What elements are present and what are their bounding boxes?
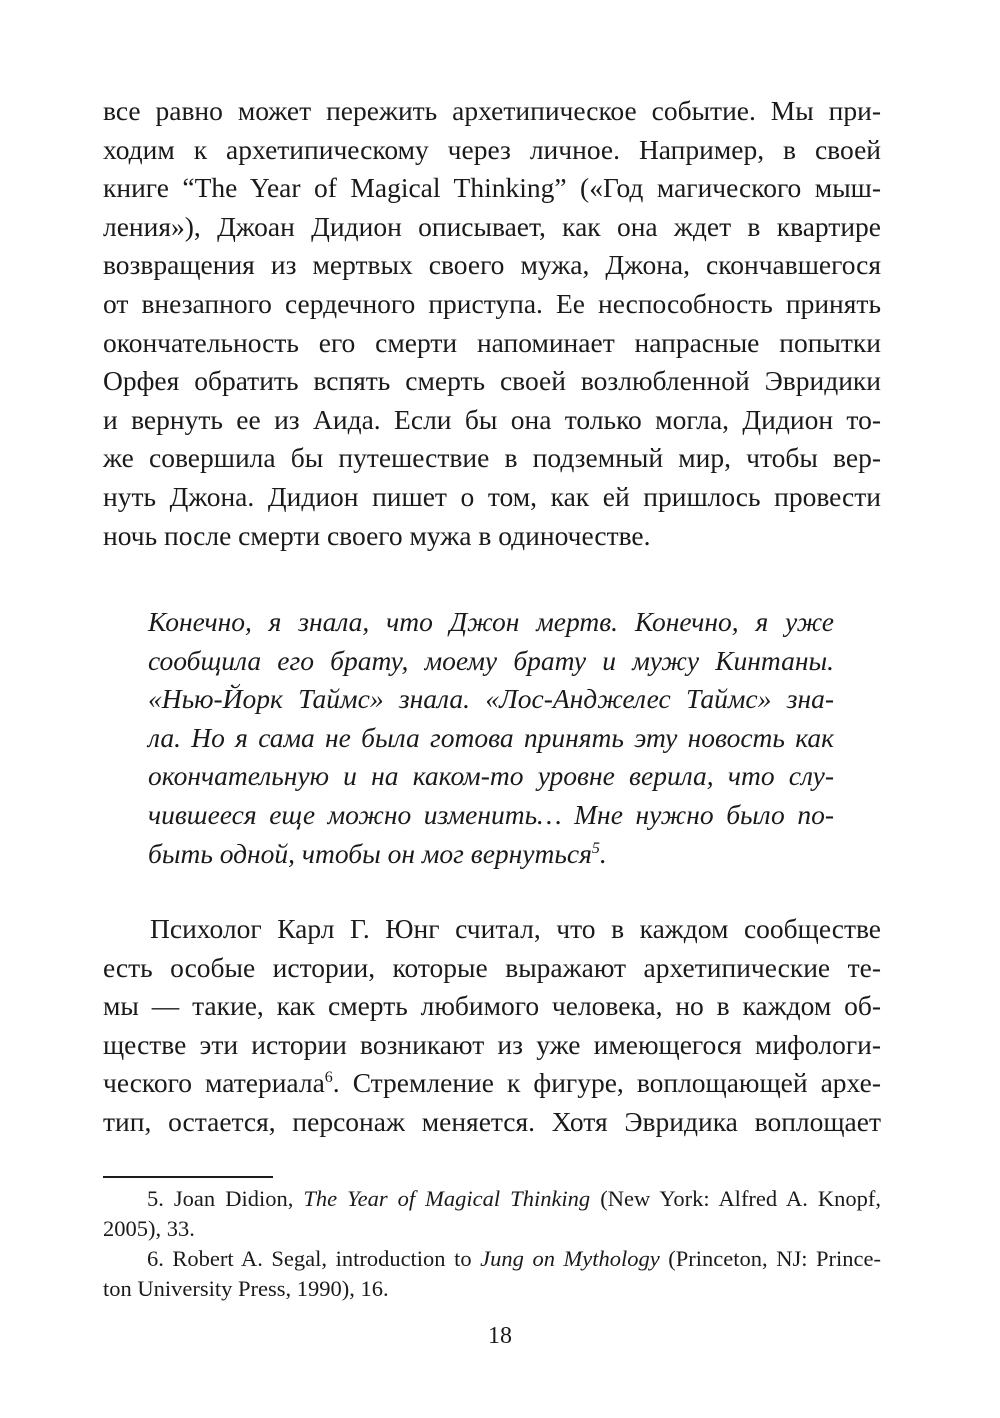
paragraph-line: есть особые истории, которые выражают архетипические те- — [103, 951, 881, 983]
footnote-5-title: The Year of Magical Thinking — [303, 1186, 591, 1211]
block-quote — [148, 603, 834, 873]
paragraph-line: ления»), Джоан Дидион описывает, как она ждет в квартире — [103, 210, 881, 242]
paragraph-line: ночь после смерти своего мужа в одиночестве. — [103, 519, 651, 551]
footnote-6-suffix: (Princeton, NJ: Prince- — [659, 1246, 881, 1271]
footnote-ref-6[interactable]: 6 — [324, 1069, 333, 1087]
paragraph-line: ходим к архетипическому через личное. Например, в своей — [103, 133, 881, 165]
footnote-5-prefix: 5. Joan Didion, — [147, 1186, 304, 1211]
footnote-divider — [103, 1176, 273, 1178]
paragraph-line: возвращения из мертвых своего мужа, Джона, скончавшегося — [103, 249, 881, 281]
footnote-6 — [103, 1244, 881, 1274]
paragraph-line: Психолог Карл Г. Юнг считал, что в каждом сообществе — [150, 913, 881, 944]
footnote-ref-5[interactable]: 5 — [591, 839, 600, 857]
quote-line: «Нью-Йорк Таймс» знала. «Лос-Анджелес Таймс» зна- — [148, 683, 834, 715]
quote-line: ла. Но я сама не была готова принять эту новость как — [148, 721, 834, 753]
footnote-6-continuation: ton University Press, 1990), 16. — [103, 1276, 389, 1301]
quote-line: чившееся еще можно изменить… Мне нужно было по- — [148, 798, 834, 830]
paragraph-line: книге “The Year of Magical Thinking” («Год магического мыш- — [103, 172, 881, 204]
quote-last-punct: . — [599, 837, 607, 869]
paragraph-line: мы — такие, как смерть любимого человека, но в каждом об- — [103, 990, 881, 1022]
paragraph-line: ществе эти истории возникают из уже имеющегося мифологи- — [103, 1028, 881, 1060]
paragraph-line: окончательность его смерти напоминает напрасные попытки — [103, 326, 881, 358]
paragraph-line: от внезапного сердечного приступа. Ее неспособность принять — [103, 287, 881, 319]
paragraph-line: нуть Джона. Дидион пишет о том, как ей пришлось провести — [103, 480, 881, 512]
para2-line5-end: . Стремление к фигуре, воплощающей архе- — [332, 1067, 881, 1099]
quote-line: сообщила его брату, моему брату и мужу Кинтаны. — [148, 644, 834, 676]
paragraph-line: Орфея обратить вспять смерть своей возлюбленной Эвридики — [103, 365, 881, 397]
paragraph-2 — [103, 910, 881, 1142]
quote-last-text: быть одной, чтобы он мог вернуться — [148, 837, 592, 869]
paragraph-1 — [103, 92, 881, 555]
footnote-6-prefix: 6. Robert A. Segal, introduction to — [147, 1246, 481, 1271]
paragraph-line: и вернуть ее из Аида. Если бы она только могла, Дидион то- — [103, 403, 881, 435]
quote-line: окончательную и на каком-то уровне верила, что слу- — [148, 760, 834, 792]
footnote-5 — [103, 1184, 881, 1214]
paragraph-line: все равно может пережить архетипическое событие. Мы при- — [103, 95, 881, 126]
quote-line: Конечно, я знала, что Джон мертв. Конечно, я уже — [148, 606, 834, 637]
footnote-5-continuation: 2005), 33. — [103, 1216, 195, 1241]
paragraph-line — [103, 1064, 881, 1103]
footnotes — [103, 1184, 881, 1304]
footnote-5-suffix: (New York: Alfred A. Knopf, — [590, 1186, 881, 1211]
page-number: 18 — [488, 1323, 512, 1349]
paragraph-line: тип, остается, персонаж меняется. Хотя Эвридика воплощает — [103, 1105, 881, 1137]
para2-line5-start: ческого материала — [103, 1067, 325, 1099]
paragraph-line: же совершила бы путешествие в подземный мир, чтобы вер- — [103, 442, 881, 474]
quote-line — [148, 835, 834, 874]
footnote-6-title: Jung on Mythology — [480, 1246, 660, 1271]
